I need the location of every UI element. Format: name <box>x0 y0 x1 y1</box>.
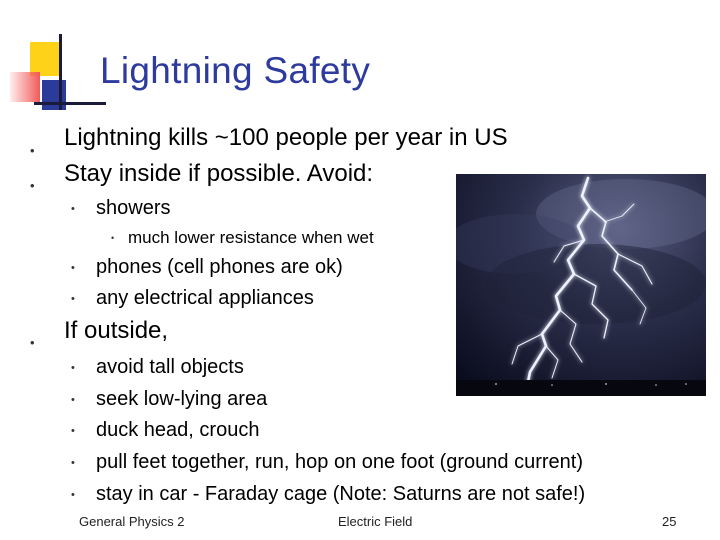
bullet-showers-resistance: much lower resistance when wet <box>128 228 374 247</box>
bullet-icon: • <box>71 262 75 274</box>
slide-title: Lightning Safety <box>100 50 371 91</box>
bullet-icon: • <box>111 233 115 243</box>
footer-topic: Electric Field <box>338 514 413 529</box>
slide-logo-graphic <box>0 30 110 120</box>
bullet-icon: • <box>30 335 35 350</box>
bullet-icon: • <box>71 457 75 469</box>
bullet-low-lying: seek low-lying area <box>96 388 268 410</box>
bullet-icon: • <box>71 425 75 437</box>
bullet-duck: duck head, crouch <box>96 419 260 441</box>
bullet-phones: phones (cell phones are ok) <box>96 256 343 278</box>
bullet-car: stay in car - Faraday cage (Note: Saturns are not safe!) <box>96 483 586 505</box>
lightning-photo <box>456 174 706 396</box>
bullet-if-outside: If outside, <box>64 317 169 344</box>
logo-red-square <box>10 72 40 102</box>
bullet-feet: pull feet together, run, hop on one foot (ground current) <box>96 451 583 473</box>
bullet-showers: showers <box>96 197 171 219</box>
bullet-icon: • <box>71 489 75 501</box>
logo-horizontal-line <box>34 102 106 105</box>
footer-course: General Physics 2 <box>79 514 185 529</box>
bullet-stay-inside: Stay inside if possible. Avoid: <box>64 160 374 187</box>
bullet-icon: • <box>30 143 35 158</box>
bullet-icon: • <box>71 394 75 406</box>
logo-blue-square <box>42 80 66 110</box>
bullet-icon: • <box>71 362 75 374</box>
bullet-icon: • <box>71 293 75 305</box>
bullet-deaths: Lightning kills ~100 people per year in US <box>64 124 508 151</box>
logo-vertical-line <box>59 34 62 110</box>
bullet-appliances: any electrical appliances <box>96 287 314 309</box>
bullet-icon: • <box>30 178 35 193</box>
footer-page-number: 25 <box>662 514 677 529</box>
logo-yellow-square <box>30 42 62 76</box>
bullet-avoid-tall: avoid tall objects <box>96 356 244 378</box>
bullet-icon: • <box>71 203 75 215</box>
